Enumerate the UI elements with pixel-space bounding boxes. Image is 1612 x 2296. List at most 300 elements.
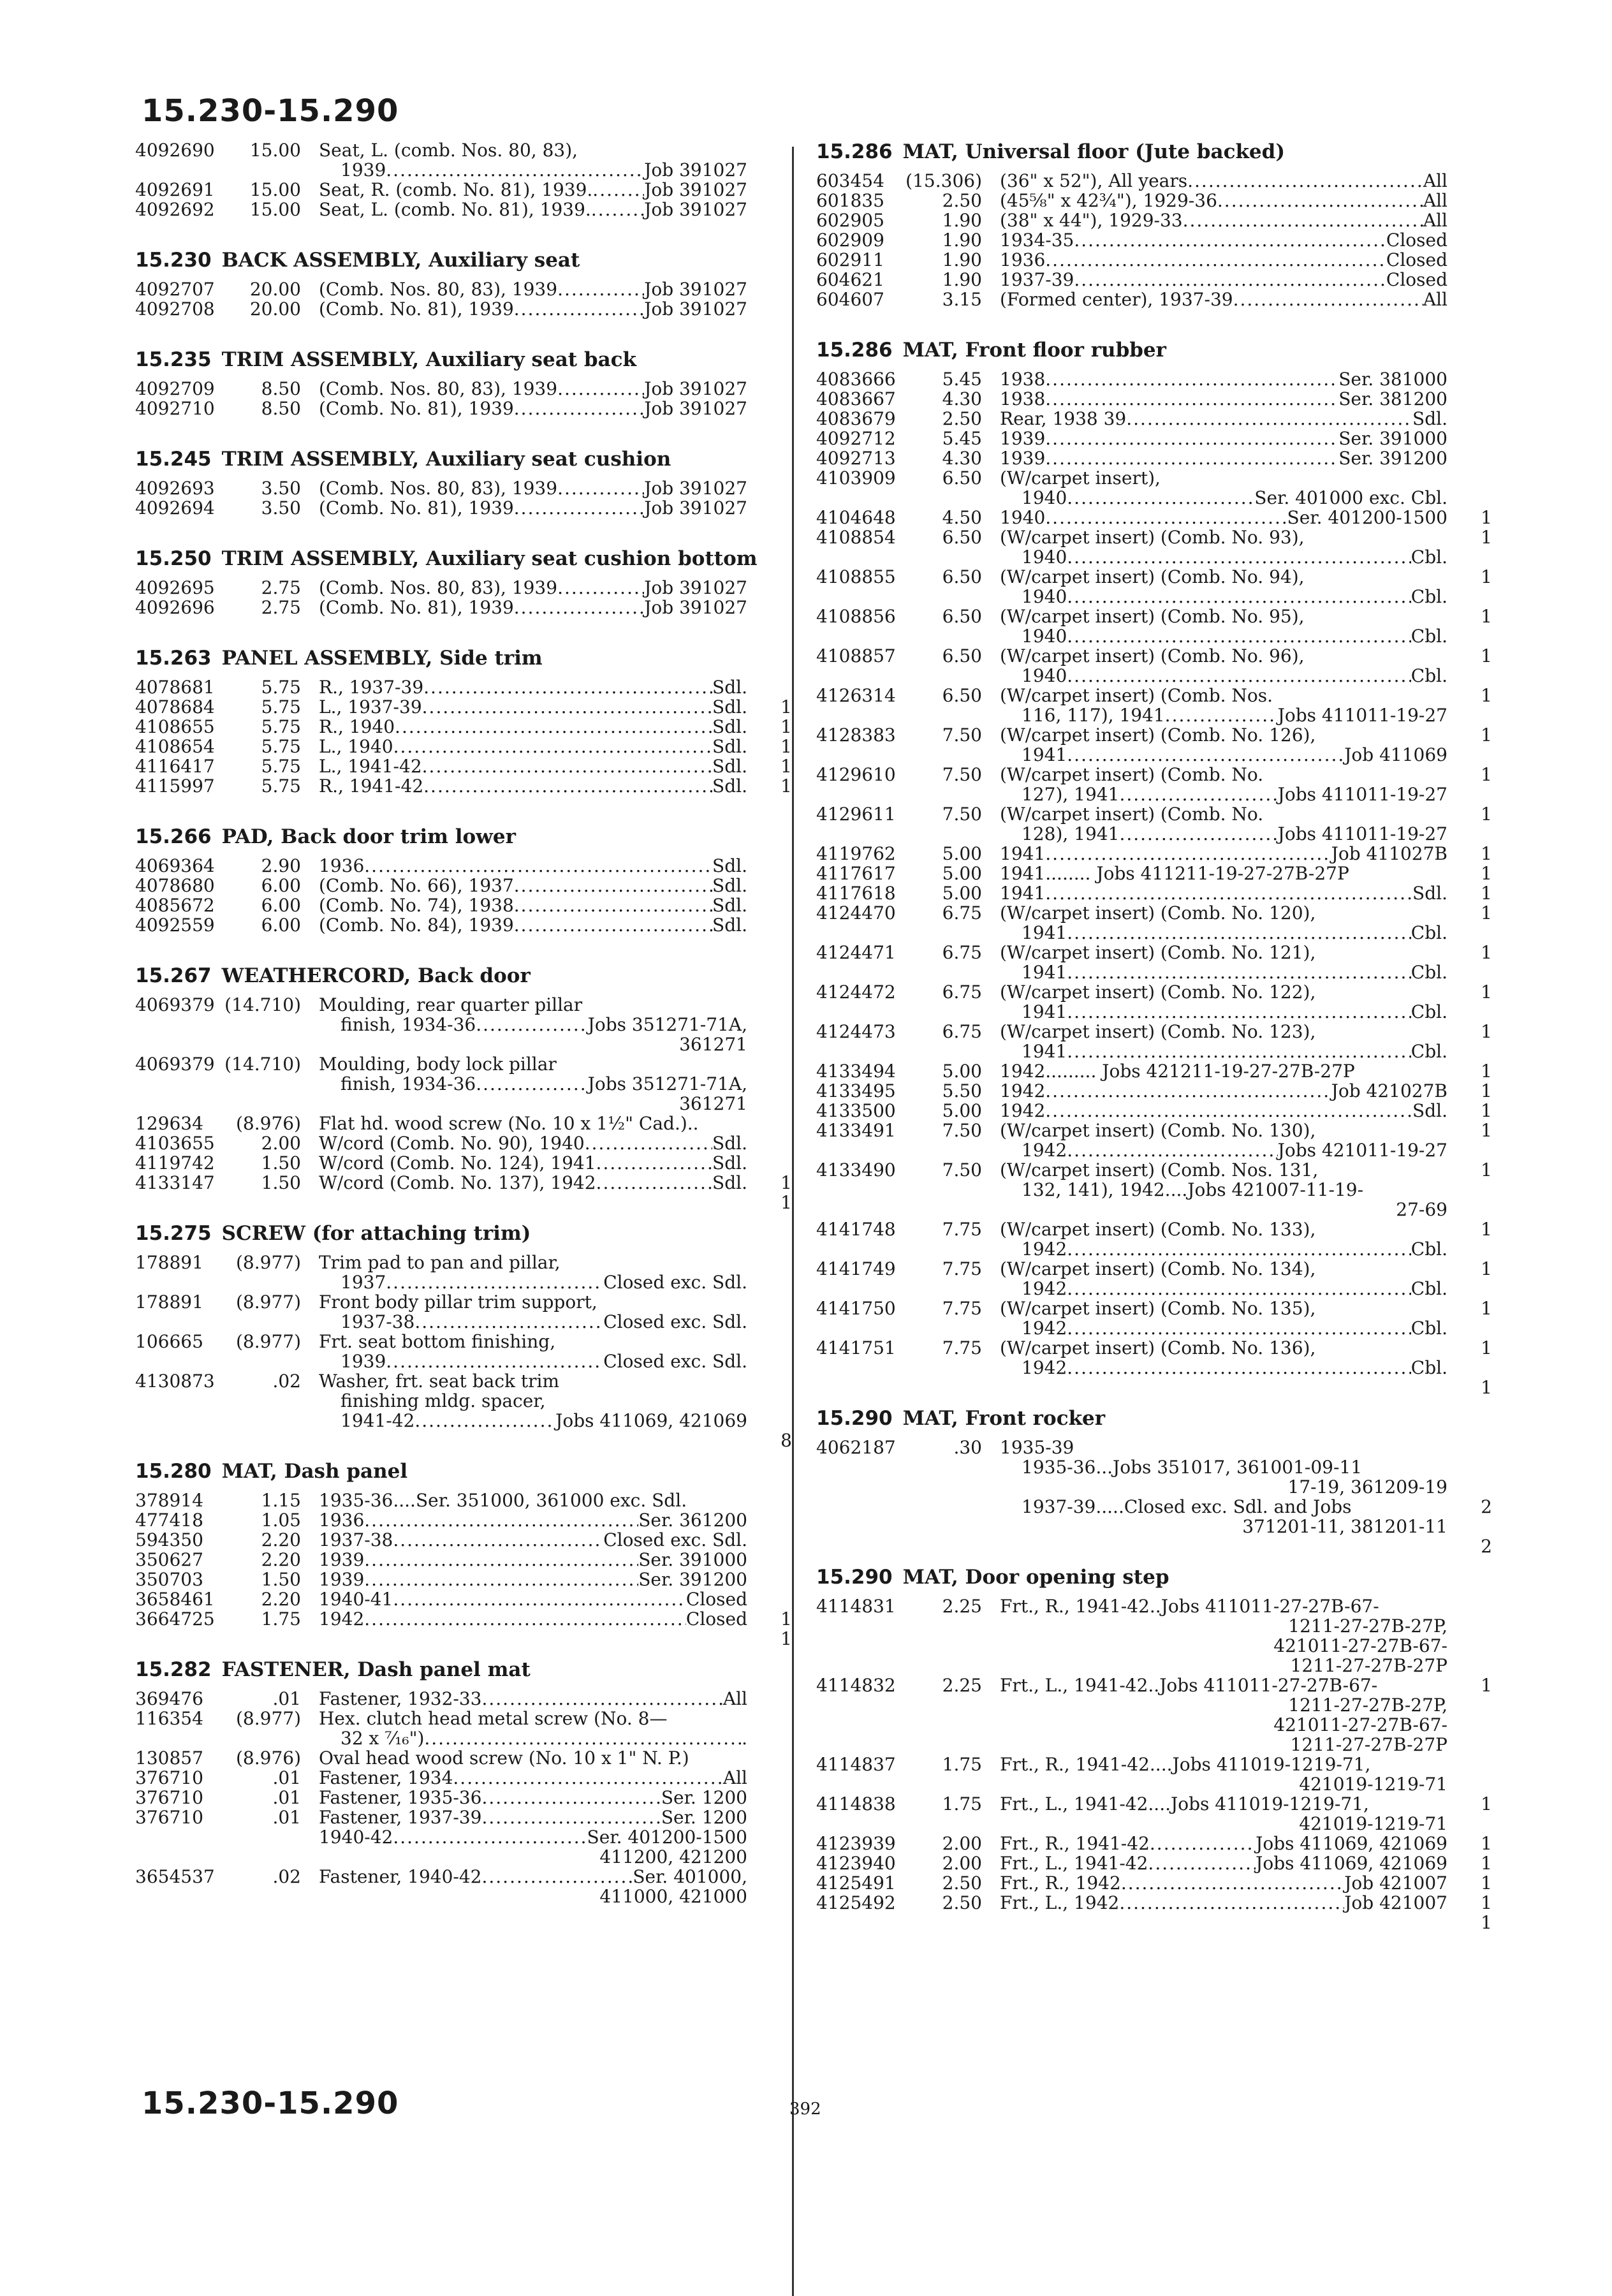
- description-text: 1936: [319, 856, 365, 876]
- description-text: 1940: [1000, 508, 1046, 527]
- description-line: [1000, 448, 1447, 468]
- part-number: 4108856: [816, 606, 896, 627]
- price: .01: [272, 1767, 301, 1788]
- application-text: Job 411069: [1344, 745, 1447, 765]
- description-text: 127), 1941: [1022, 784, 1120, 804]
- description: [1000, 230, 1447, 250]
- description-line: [1000, 171, 1447, 191]
- description: [1000, 1893, 1447, 1913]
- section-number: 15.235: [135, 348, 212, 371]
- application-text: 421019-1219-71: [1299, 1814, 1447, 1834]
- application-text: Cbl.: [1410, 666, 1447, 686]
- description-text: 128), 1941: [1022, 824, 1120, 844]
- section-title: [135, 1460, 792, 1483]
- price: 7.50: [942, 725, 982, 746]
- description-text: 1941-42: [341, 1411, 415, 1431]
- description-line: [319, 1709, 747, 1728]
- description-text: 1942......... Jobs 421211-19-27-27B-27P: [1000, 1061, 1355, 1081]
- application-text: Ser. 361200: [638, 1510, 747, 1530]
- dot-leader: [364, 1550, 638, 1570]
- application-text: .: [742, 1728, 747, 1748]
- application-text: 27-69: [1396, 1200, 1447, 1219]
- application-text: Job 421027B: [1331, 1081, 1447, 1101]
- description-line: [1000, 1715, 1447, 1735]
- description: [319, 1371, 747, 1431]
- dot-leader: [1067, 923, 1411, 943]
- part-number: 604607: [816, 289, 884, 310]
- dot-leader: [481, 1807, 661, 1827]
- description-text: 1938: [1000, 389, 1046, 409]
- price: 1.90: [942, 230, 982, 251]
- part-number: 4092694: [135, 497, 215, 519]
- section-heading: MAT, Front floor rubber: [902, 339, 1166, 362]
- dot-leader: [1045, 448, 1338, 468]
- description-text: 1942: [319, 1609, 365, 1629]
- quantity: 1: [1481, 1258, 1492, 1279]
- table-row: [135, 498, 792, 518]
- description: [319, 1510, 747, 1530]
- application-text: Jobs 411069, 421069: [1256, 1834, 1447, 1853]
- description: [1000, 1219, 1447, 1259]
- application-text: 421011-27-27B-67-: [1273, 1715, 1447, 1735]
- part-number: 601835: [816, 190, 884, 211]
- part-number: 4085672: [135, 895, 215, 916]
- application-text: Sdl.: [1412, 1101, 1447, 1121]
- description-line: [1000, 1279, 1447, 1299]
- description: [319, 1153, 747, 1173]
- description-text: L., 1941-42: [319, 756, 422, 776]
- quantity: 1: [1481, 1675, 1492, 1696]
- description-line: [319, 1530, 747, 1550]
- dot-leader: [1045, 389, 1338, 409]
- price: 5.45: [942, 428, 982, 449]
- description-line: [319, 1827, 747, 1847]
- dot-leader: [1119, 784, 1277, 804]
- table-row: [816, 409, 1492, 429]
- description: [1000, 290, 1447, 309]
- part-number: 4133495: [816, 1080, 896, 1101]
- catalog-section: [135, 1460, 792, 1649]
- price: 2.50: [942, 408, 982, 429]
- description-text: R., 1941-42: [319, 776, 424, 796]
- description-text: (Comb. No. 81), 1939: [319, 598, 514, 617]
- part-number: 604621: [816, 269, 884, 290]
- table-row: [135, 1550, 792, 1570]
- description-line: [1000, 1259, 1447, 1279]
- description: [1000, 1438, 1447, 1497]
- description-line: [319, 1332, 747, 1351]
- description-line: [1000, 1774, 1447, 1794]
- price: 1.50: [261, 1152, 301, 1174]
- description: [319, 776, 747, 796]
- part-number: 4129611: [816, 804, 896, 825]
- description: [319, 1867, 747, 1906]
- description-text: 1940-41: [319, 1589, 393, 1609]
- table-row: [135, 379, 792, 399]
- description-line: [1000, 527, 1447, 547]
- application-text: Cbl.: [1410, 626, 1447, 646]
- description: [1000, 864, 1447, 883]
- description-text: 1941: [1022, 745, 1067, 765]
- description: [319, 895, 747, 915]
- dot-leader: [423, 677, 712, 697]
- description-line: [1000, 1140, 1447, 1160]
- section-number: 15.263: [135, 647, 212, 670]
- application-text: Job 421007: [1344, 1893, 1447, 1913]
- description-line: [319, 1034, 747, 1054]
- price: 5.45: [942, 369, 982, 390]
- right-column: [816, 140, 1492, 1942]
- dot-leader: [481, 1788, 661, 1807]
- application-text: Sdl.: [712, 1173, 747, 1193]
- application-text: Ser. 391200: [638, 1570, 747, 1589]
- price: 5.75: [261, 736, 301, 757]
- application-text: Ser. 401200-1500: [1287, 508, 1447, 527]
- description: [319, 737, 747, 756]
- quantity: 1: [1481, 764, 1492, 785]
- application-text: Cbl.: [1410, 547, 1447, 567]
- description-text: 1941: [1022, 1002, 1067, 1022]
- part-number: 602909: [816, 230, 884, 251]
- description-text: (Comb. Nos. 80, 83), 1939: [319, 379, 558, 399]
- application-text: Jobs 351271-71A,: [587, 1074, 747, 1094]
- price: 1.15: [261, 1490, 301, 1511]
- description-text: (W/carpet insert) (Comb. No. 93),: [1000, 527, 1305, 547]
- dot-leader: [591, 200, 644, 219]
- application-text: Jobs 421011-19-27: [1277, 1140, 1447, 1160]
- price: .01: [272, 1807, 301, 1828]
- catalog-section: [135, 964, 792, 1213]
- quantity: 2: [1481, 1496, 1492, 1517]
- description-line: [1000, 191, 1447, 210]
- description-line: [319, 478, 747, 498]
- description-line: [319, 1748, 747, 1768]
- application-text: All: [722, 1768, 747, 1788]
- section-title: [135, 1222, 792, 1245]
- application-text: Closed: [685, 1609, 747, 1629]
- application-text: Sdl.: [712, 697, 747, 717]
- description-line: [319, 598, 747, 617]
- table-row: [816, 290, 1492, 309]
- part-number: 594350: [135, 1529, 203, 1550]
- quantity: 1: [1481, 1100, 1492, 1121]
- table-row: [135, 1371, 792, 1451]
- dot-leader: [481, 1689, 722, 1709]
- description: [1000, 369, 1447, 389]
- description-line: [1000, 1318, 1447, 1338]
- description-text: (W/carpet insert) (Comb. No.: [1000, 804, 1264, 824]
- part-number: 4108855: [816, 566, 896, 587]
- dot-leader: [514, 598, 644, 617]
- price: (8.976): [235, 1113, 301, 1134]
- price: 7.50: [942, 804, 982, 825]
- description: [319, 1589, 747, 1609]
- price: 5.75: [261, 716, 301, 737]
- description-text: Frt., R., 1942: [1000, 1873, 1121, 1893]
- description-text: 1942: [1000, 1101, 1046, 1121]
- description: [319, 856, 747, 876]
- application-text: 1211-27-27B-27P: [1290, 1656, 1447, 1675]
- description: [1000, 943, 1447, 982]
- part-number: 4092709: [135, 378, 215, 399]
- description-text: (W/carpet insert) (Comb. No. 133),: [1000, 1219, 1316, 1239]
- description-line: [1000, 409, 1447, 429]
- dot-leader: [414, 1312, 603, 1332]
- dot-leader: [1067, 745, 1344, 765]
- description: [319, 379, 747, 399]
- description-line: [1000, 824, 1447, 844]
- description-line: [1000, 1477, 1447, 1497]
- description: [319, 399, 747, 418]
- application-text: Sdl.: [712, 1153, 747, 1173]
- description-text: 1942: [1022, 1239, 1067, 1259]
- description-text: 1939: [1000, 429, 1046, 448]
- description-line: [1000, 1636, 1447, 1656]
- part-number: 4069364: [135, 855, 215, 876]
- description-line: [319, 299, 747, 319]
- quantity: 1: [780, 1192, 792, 1213]
- section-number: 15.282: [135, 1658, 212, 1681]
- description-line: [1000, 210, 1447, 230]
- part-number: 4108857: [816, 645, 896, 666]
- part-number: 4124473: [816, 1021, 896, 1042]
- section-title: [135, 964, 792, 987]
- description: [1000, 429, 1447, 448]
- section-number: 15.245: [135, 448, 212, 471]
- description-line: [319, 1728, 747, 1748]
- dot-leader: [386, 1272, 603, 1292]
- description-line: [1000, 982, 1447, 1002]
- application-text: Sdl.: [712, 717, 747, 737]
- description-line: [319, 895, 747, 915]
- table-row: [135, 279, 792, 299]
- description-text: (W/carpet insert) (Comb. Nos. 131,: [1000, 1160, 1319, 1180]
- description-text: 1939: [319, 1550, 365, 1570]
- description-text: Fastener, 1934: [319, 1768, 453, 1788]
- description: [1000, 210, 1447, 230]
- dot-leader: [1165, 705, 1278, 725]
- description: [1000, 982, 1447, 1022]
- application-text: Closed: [1386, 230, 1447, 250]
- description-text: Trim pad to pan and pillar,: [319, 1253, 561, 1272]
- table-row: [816, 210, 1492, 230]
- part-number: 4104648: [816, 507, 896, 528]
- description-text: (Comb. Nos. 80, 83), 1939: [319, 478, 558, 498]
- dot-leader: [1045, 429, 1338, 448]
- price: (8.977): [235, 1292, 301, 1313]
- description-line: [319, 1054, 747, 1074]
- dot-leader: [1067, 1318, 1411, 1338]
- description-line: [319, 1887, 747, 1906]
- description-text: 1941: [1000, 844, 1046, 864]
- dot-leader: [1067, 488, 1254, 508]
- description: [1000, 686, 1447, 725]
- description: [1000, 171, 1447, 191]
- quantity: 1: [1481, 1892, 1492, 1913]
- price: 1.75: [942, 1754, 982, 1775]
- application-text: Ser. 1200: [661, 1807, 747, 1827]
- dot-leader: [1150, 1834, 1256, 1853]
- price: 6.50: [942, 527, 982, 548]
- part-number: 4123939: [816, 1833, 896, 1854]
- dot-leader: [364, 1570, 638, 1589]
- table-row: [135, 1709, 792, 1748]
- application-text: Closed: [1386, 250, 1447, 270]
- description-text: Fastener, 1935-36: [319, 1788, 482, 1807]
- quantity: 1: [1481, 725, 1492, 746]
- description-text: (36" x 52"), All years: [1000, 171, 1188, 191]
- dot-leader: [557, 578, 644, 598]
- description: [319, 1689, 747, 1709]
- description-line: [319, 1312, 747, 1332]
- table-row: [135, 995, 792, 1054]
- description-text: (Comb. No. 84), 1939: [319, 915, 514, 935]
- price: 3.15: [942, 289, 982, 310]
- table-row: [135, 180, 792, 200]
- catalog-section: [135, 448, 792, 518]
- description-text: (W/carpet insert) (Comb. No. 120),: [1000, 903, 1316, 923]
- description: [1000, 725, 1447, 765]
- price: 20.00: [249, 279, 301, 300]
- part-number: 4092707: [135, 279, 215, 300]
- quantity: 1: [1481, 1061, 1492, 1082]
- table-row: [816, 389, 1492, 409]
- description-line: [1000, 250, 1447, 270]
- application-text: Closed exc. Sdl.: [603, 1530, 747, 1550]
- part-number: 602911: [816, 249, 884, 270]
- part-number: 4133491: [816, 1120, 896, 1141]
- description: [1000, 1259, 1447, 1299]
- application-text: Job 391027: [644, 399, 747, 418]
- catalog-section: [135, 348, 792, 418]
- price: 1.50: [261, 1569, 301, 1590]
- table-row: [816, 369, 1492, 389]
- description-line: [1000, 1219, 1447, 1239]
- description-text: 1937-39: [1000, 270, 1074, 290]
- description-text: 1939: [341, 160, 386, 180]
- description-text: 1940: [1022, 488, 1067, 508]
- part-number: 4092559: [135, 915, 215, 936]
- section-title: [135, 825, 792, 848]
- part-number: 4092692: [135, 199, 215, 220]
- price: 20.00: [249, 298, 301, 320]
- part-number: 4125492: [816, 1892, 896, 1913]
- description: [1000, 1873, 1447, 1893]
- application-text: Cbl.: [1410, 1318, 1447, 1338]
- dot-leader: [1067, 1041, 1411, 1061]
- dot-leader: [514, 399, 644, 418]
- description: [319, 1114, 747, 1133]
- quantity: 1: [780, 756, 792, 777]
- application-text: Job 411027B: [1331, 844, 1447, 864]
- description-line: [1000, 1180, 1447, 1200]
- description-text: W/cord (Comb. No. 124), 1941: [319, 1153, 596, 1173]
- part-number: 4092693: [135, 478, 215, 499]
- description-line: [319, 856, 747, 876]
- dot-leader: [1119, 1893, 1344, 1913]
- dot-leader: [514, 299, 644, 319]
- application-text: Jobs 411011-19-27: [1277, 705, 1447, 725]
- description-text: 1939: [319, 1570, 365, 1589]
- dot-leader: [557, 379, 644, 399]
- application-text: Cbl.: [1410, 1279, 1447, 1299]
- part-number: 4141748: [816, 1219, 896, 1240]
- price: 2.50: [942, 190, 982, 211]
- description-line: [1000, 923, 1447, 943]
- dot-leader: [1045, 1081, 1331, 1101]
- description: [319, 1550, 747, 1570]
- description-line: [319, 1490, 747, 1510]
- section-number: 15.286: [816, 140, 893, 163]
- description-text: 32 x ⁷⁄₁₆"): [341, 1728, 425, 1748]
- description-text: 132, 141), 1942....Jobs 421007-11-19-: [1022, 1180, 1364, 1200]
- section-title: [816, 1407, 1492, 1430]
- description-line: [319, 1292, 747, 1312]
- part-number: 130857: [135, 1748, 203, 1769]
- quantity: 1: [1481, 1853, 1492, 1874]
- quantity: 1: [1481, 942, 1492, 963]
- price: 5.75: [261, 696, 301, 718]
- description: [1000, 191, 1447, 210]
- application-text: Sdl.: [712, 677, 747, 697]
- table-row: [135, 1510, 792, 1530]
- description-text: Frt., L., 1941-42: [1000, 1853, 1148, 1873]
- page-header: 15.230-15.290: [142, 93, 399, 129]
- table-row: [135, 1253, 792, 1292]
- description: [1000, 765, 1447, 804]
- application-text: Ser. 1200: [661, 1788, 747, 1807]
- price: (8.977): [235, 1252, 301, 1273]
- section-title: [135, 249, 792, 272]
- description: [319, 1173, 747, 1193]
- part-number: 4129610: [816, 764, 896, 785]
- table-row: [135, 1490, 792, 1510]
- catalog-section: [135, 1658, 792, 1906]
- dot-leader: [393, 737, 712, 756]
- dot-leader: [514, 895, 712, 915]
- application-text: Cbl.: [1410, 1358, 1447, 1378]
- part-number: 4062187: [816, 1437, 896, 1458]
- description-line: [319, 1510, 747, 1530]
- section-number: 15.266: [135, 825, 212, 848]
- description-text: 1942: [1000, 1081, 1046, 1101]
- application-text: Cbl.: [1410, 1041, 1447, 1061]
- part-number: 4092690: [135, 140, 215, 161]
- description: [1000, 1081, 1447, 1101]
- description-text: 1937: [341, 1272, 386, 1292]
- price: 1.90: [942, 249, 982, 270]
- dot-leader: [557, 279, 644, 299]
- table-row: [816, 191, 1492, 210]
- description-line: [1000, 369, 1447, 389]
- table-row: [135, 1332, 792, 1371]
- description-line: [1000, 429, 1447, 448]
- table-row: [816, 1497, 1492, 1557]
- price: 5.00: [942, 843, 982, 864]
- description-text: 1942: [1022, 1358, 1067, 1378]
- description-text: Rear, 1938 39: [1000, 409, 1127, 429]
- application-text: All: [1423, 290, 1447, 309]
- description-text: 1936: [319, 1510, 365, 1530]
- quantity: 1: [1481, 902, 1492, 924]
- description-text: (Comb. No. 74), 1938: [319, 895, 514, 915]
- part-number: 4133500: [816, 1100, 896, 1121]
- dot-leader: [364, 1510, 638, 1530]
- description-line: [1000, 1656, 1447, 1675]
- page-footer: 15.230-15.290: [142, 2086, 399, 2121]
- description-line: [319, 1589, 747, 1609]
- description: [319, 140, 747, 180]
